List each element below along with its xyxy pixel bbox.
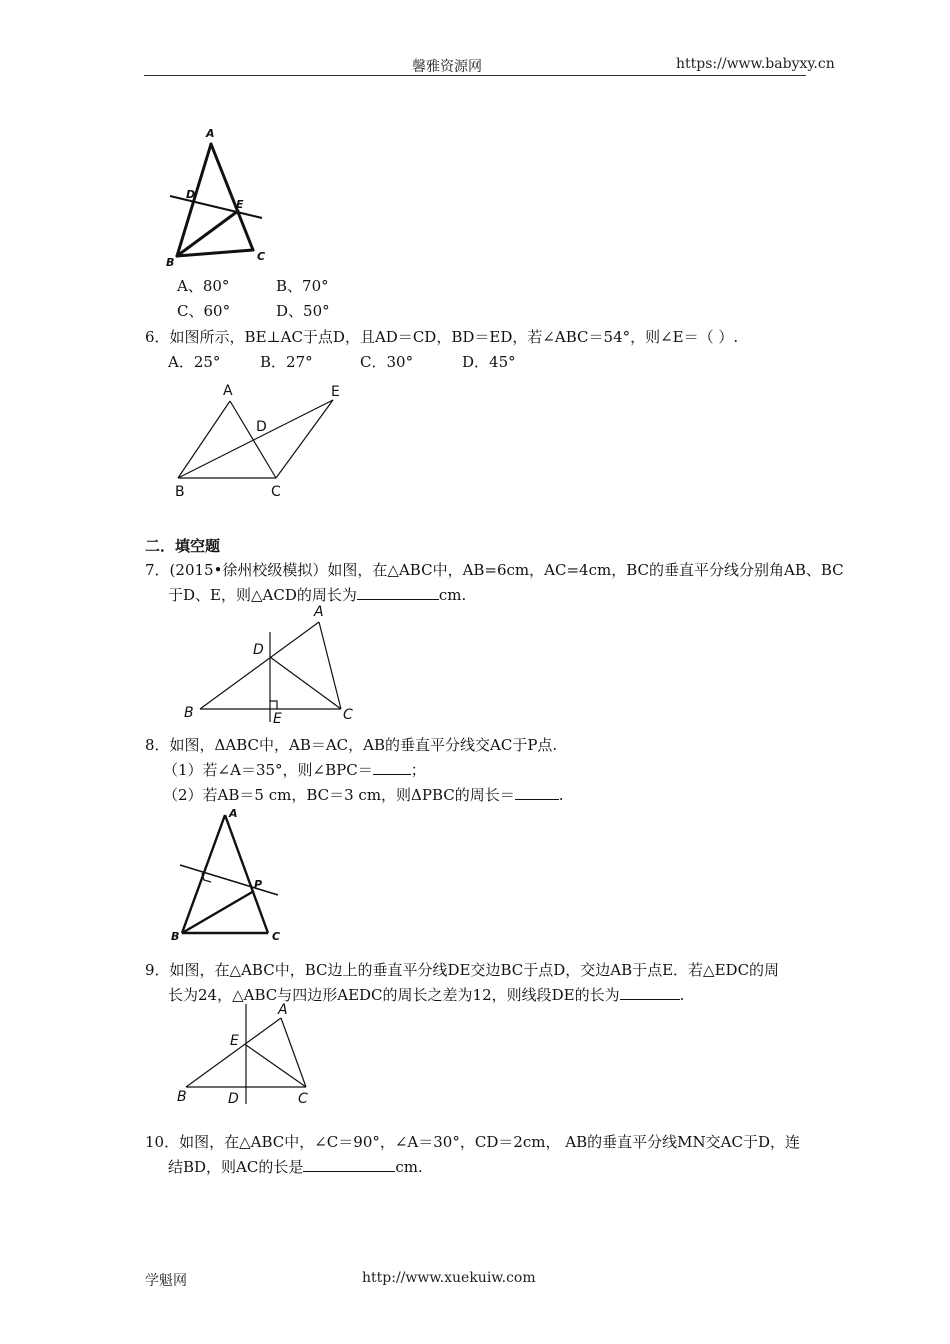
q5-label-d: D (186, 188, 196, 201)
q8-part2 (163, 785, 564, 805)
footer-url[interactable]: http://www.xuekuiw.com (362, 1270, 536, 1286)
q5-label-e: E (236, 198, 244, 211)
q7-line2-text: 于D、E，则△ACD的周长为 (168, 586, 357, 604)
q10-line2 (168, 1157, 423, 1177)
q8-bisector-line (180, 865, 278, 895)
q7-edge-ab (200, 622, 319, 709)
q5-option-b: B、70° (276, 277, 329, 295)
q7-label-d: D (253, 642, 264, 658)
q7-label-b: B (184, 705, 194, 721)
q8-part2-blank[interactable] (515, 785, 559, 800)
q5-edge-bc (177, 250, 253, 256)
q8-part1 (163, 760, 426, 780)
header-divider (144, 75, 806, 76)
q7-line1: 7．(2015•徐州校级模拟）如图，在△ABC中，AB=6cm，AC=4cm，BC的垂直平分线分别角AB、BC (145, 561, 844, 579)
q8-edge-ac (225, 815, 268, 933)
q10-answer-blank[interactable] (303, 1157, 395, 1172)
q7-label-c: C (343, 707, 353, 723)
q6-edge-ab (178, 401, 230, 478)
q5-option-d: D、50° (276, 302, 330, 320)
q8-stem: 8．如图，ΔABC中，AB＝AC，AB的垂直平分线交AC于P点. (145, 736, 558, 754)
q8-edge-bp (182, 891, 254, 933)
q7-label-a: A (314, 604, 324, 620)
q5-bisector-line (170, 196, 262, 218)
q6-label-c: C (271, 484, 281, 500)
header-url[interactable]: https://www.babyxy.cn (676, 56, 835, 72)
q10-line2-text: 结BD，则AC的长是 (168, 1158, 304, 1176)
q8-part1-blank[interactable] (373, 760, 411, 775)
q8-label-a: A (229, 807, 238, 820)
q8-figure (168, 803, 288, 943)
q9-label-e: E (230, 1033, 239, 1049)
footer-site-name: 学魁网 (145, 1273, 187, 1289)
q8-part2-end: . (558, 786, 564, 804)
q5-option-c: C、60° (177, 302, 231, 320)
q9-answer-blank[interactable] (620, 985, 680, 1000)
q6-edge-ce (276, 400, 333, 478)
q9-line2-end: . (679, 986, 685, 1004)
q6-edge-ac (230, 401, 276, 478)
section-title-fill-in: 二．填空题 (145, 537, 221, 555)
q5-figure (160, 120, 275, 270)
q9-label-c: C (298, 1091, 308, 1107)
q9-line1: 9．如图，在△ABC中，BC边上的垂直平分线DE交边BC于点D，交边AB于点E．若△EDC的周 (145, 961, 780, 979)
q6-option-c: C．30° (360, 353, 414, 371)
q6-option-b: B．27° (260, 353, 313, 371)
q8-part1-text: （1）若∠A＝35°，则∠BPC＝ (163, 761, 373, 779)
q8-label-c: C (272, 930, 281, 943)
q9-label-a: A (278, 1002, 288, 1018)
q6-edge-be (178, 400, 333, 478)
q6-label-e: E (331, 384, 340, 400)
q9-edge-ac (281, 1018, 306, 1087)
q6-option-a: A．25° (168, 353, 221, 371)
q5-edge-be (177, 211, 238, 256)
q9-label-d: D (228, 1091, 239, 1107)
q9-figure (172, 1000, 322, 1110)
q5-label-c: C (257, 250, 266, 263)
q7-answer-blank[interactable] (357, 585, 439, 600)
q6-stem: 6．如图所示，BE⊥AC于点D，且AD＝CD，BD＝ED，若∠ABC＝54°，则∠E＝（ ）. (145, 328, 739, 346)
q8-part2-text: （2）若AB＝5 cm，BC＝3 cm，则ΔPBC的周长＝ (163, 786, 515, 804)
q7-label-e: E (273, 711, 282, 727)
q8-edge-ab (182, 815, 225, 933)
q7-unit: cm. (438, 586, 467, 604)
q5-label-b: B (166, 256, 175, 269)
q9-line2-text: 长为24，△ABC与四边形AEDC的周长之差为12，则线段DE的长为 (168, 986, 620, 1004)
q6-figure (170, 378, 350, 503)
q5-option-a: A、80° (177, 277, 230, 295)
q8-part1-end: ； (410, 761, 426, 779)
q6-label-b: B (175, 484, 185, 500)
q9-edge-ab (186, 1018, 281, 1087)
q6-option-d: D．45° (462, 353, 516, 371)
header-site-name: 馨雅资源网 (412, 59, 482, 75)
q5-label-a: A (206, 127, 215, 140)
q7-figure (180, 602, 360, 726)
q10-unit: cm. (395, 1158, 423, 1176)
q9-label-b: B (177, 1089, 187, 1105)
q8-label-b: B (171, 930, 180, 943)
q9-edge-ec (246, 1045, 306, 1087)
q7-right-angle-mark (270, 701, 277, 709)
q6-label-d: D (256, 419, 267, 435)
q6-label-a: A (223, 383, 233, 399)
q5-edge-ac (211, 144, 253, 250)
q10-line1: 10．如图，在△ABC中，∠C＝90°，∠A＝30°，CD＝2cm， AB的垂直平分线MN交AC于D，连 (145, 1133, 800, 1151)
q8-label-p: P (254, 878, 263, 891)
